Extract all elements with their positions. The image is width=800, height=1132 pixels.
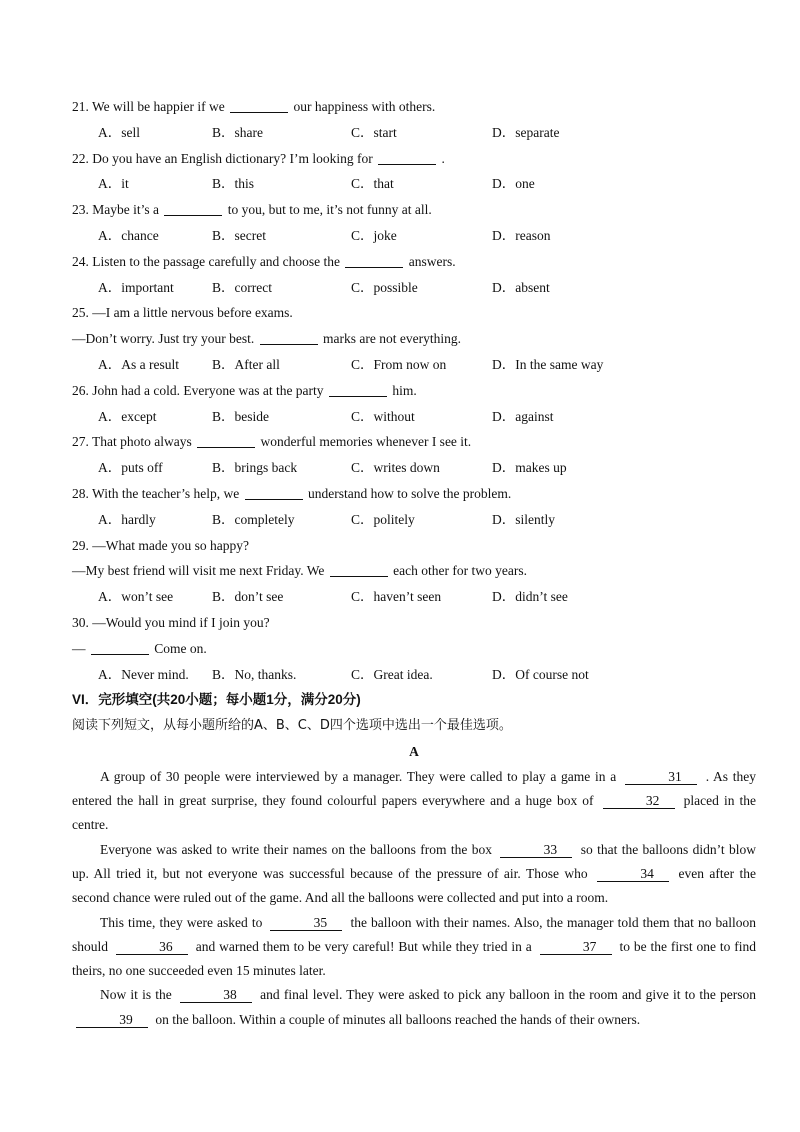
option-a: A．important — [98, 279, 174, 295]
question-stem — [72, 533, 756, 559]
option-a: A．hardly — [98, 511, 156, 527]
question-text-after: our happiness with others. — [293, 99, 436, 114]
question-text: With the teacher’s help, we — [92, 485, 240, 501]
question-stem — [72, 146, 756, 172]
passage-text: even after the second chance were ruled out of the game. And all the balloons were collected and put into a room. — [72, 865, 757, 906]
question-number: 29. — [72, 537, 89, 553]
reply-text: —Don’t worry. Just try your best. — [72, 331, 255, 347]
option-c: C．possible — [351, 279, 418, 295]
passage-text: and final level. They were asked to pick any balloon in the room and give it to the person — [260, 987, 757, 1003]
section-title: VI．完形填空(共20小题；每小题1分，满分20分) — [72, 692, 361, 708]
question-number: 27. — [72, 434, 89, 450]
passage-text: . As they entered the hall in great surprise, they found colourful papers everywhere and a huge box of — [72, 768, 757, 809]
question-stem — [72, 481, 756, 507]
numbered-blank: 38 — [180, 987, 252, 1003]
options-row — [72, 404, 756, 430]
option-b: B．this — [212, 176, 255, 192]
question-number: 28. — [72, 485, 89, 501]
option-a: A．As a result — [98, 356, 179, 372]
option-b: B．brings back — [212, 460, 298, 476]
question-stem — [72, 300, 756, 326]
option-c: C．writes down — [351, 460, 440, 476]
option-b: B．secret — [212, 227, 266, 243]
option-b: B．completely — [212, 511, 295, 527]
passage-text: placed in the centre. — [72, 793, 756, 833]
passage-text: and warned them to be very careful! But while they tried in a — [195, 938, 532, 954]
answer-blank — [345, 253, 403, 268]
option-d: D．reason — [492, 227, 551, 243]
numbered-blank: 34 — [597, 866, 669, 882]
option-a: A．Never mind. — [98, 666, 189, 682]
question-number: 25. — [72, 305, 89, 321]
option-c: C．that — [351, 176, 394, 192]
answer-blank — [260, 330, 318, 345]
option-b: B．don’t see — [212, 589, 284, 605]
question-text-after: answers. — [408, 253, 456, 269]
option-a: A．except — [98, 408, 157, 424]
question-text: —What made you so happy? — [92, 537, 249, 553]
passage-text: This time, they were asked to — [100, 914, 263, 930]
option-c: C．Great idea. — [351, 666, 433, 682]
reply-text: — — [72, 640, 86, 656]
option-d: D．didn’t see — [492, 589, 568, 605]
question-text: That photo always — [92, 434, 192, 450]
option-a: A．chance — [98, 227, 159, 243]
option-c: C．start — [351, 124, 397, 140]
question-number: 21. — [72, 99, 89, 114]
passage-text: A group of 30 people were interviewed by a manager. They were called to play a game in a — [100, 768, 617, 784]
passage-text: so that the balloons didn’t blow up. All tried it, but not everyone was successful because of the pressure of air. Those who — [72, 841, 757, 881]
option-c: C．joke — [351, 227, 397, 243]
options-row — [72, 584, 756, 610]
answer-blank — [91, 640, 149, 655]
option-c: C．haven’t seen — [351, 589, 442, 605]
question-stem — [72, 249, 756, 275]
options-row — [72, 223, 756, 249]
question-text: John had a cold. Everyone was at the party — [92, 382, 324, 398]
question-text: —I am a little nervous before exams. — [92, 305, 293, 321]
reply-text-after: marks are not everything. — [323, 331, 461, 347]
question-stem — [72, 197, 756, 223]
question-number: 24. — [72, 253, 89, 269]
question-number: 26. — [72, 382, 89, 398]
passage-text: Now it is the — [100, 987, 172, 1003]
reply-text-after: each other for two years. — [393, 563, 527, 579]
answer-blank — [230, 98, 288, 113]
exam-page — [72, 94, 756, 1032]
question-stem — [72, 429, 756, 455]
passage-paragraph — [72, 838, 756, 911]
option-c: C．politely — [351, 511, 415, 527]
option-a: A．won’t see — [98, 589, 174, 605]
numbered-blank: 36 — [116, 939, 188, 955]
question-text-after: wonderful memories whenever I see it. — [260, 434, 472, 450]
question-text: Maybe it’s a — [92, 202, 159, 218]
passage-paragraph — [72, 983, 756, 1032]
question-text-after: him. — [392, 382, 417, 398]
option-d: D．one — [492, 176, 535, 192]
option-d: D．absent — [492, 279, 550, 295]
numbered-blank: 33 — [500, 842, 572, 858]
reply-text: —My best friend will visit me next Friday. We — [72, 563, 325, 579]
options-row — [72, 275, 756, 301]
options-row — [72, 455, 756, 481]
dialogue-reply — [72, 326, 756, 352]
passage-text: the balloon with their names. Also, the manager told them that no balloon should — [72, 914, 757, 954]
question-text: —Would you mind if I join you? — [92, 614, 270, 630]
option-d: D．Of course not — [492, 666, 589, 682]
question-text: Listen to the passage carefully and choose the — [92, 253, 341, 269]
option-d: D．makes up — [492, 460, 567, 476]
answer-blank — [378, 150, 436, 165]
dialogue-reply — [72, 558, 756, 584]
option-d: D．In the same way — [492, 356, 604, 372]
options-row — [72, 662, 756, 688]
answer-blank — [164, 201, 222, 216]
answer-blank — [197, 433, 255, 448]
question-text: Do you have an English dictionary? I’m looking for — [92, 150, 373, 166]
question-text-after: understand how to solve the problem. — [308, 485, 512, 501]
passage-text: to be the first one to find theirs, no one succeeded even 15 minutes later. — [72, 938, 757, 979]
answer-blank — [329, 382, 387, 397]
option-d: D．against — [492, 408, 554, 424]
option-a: A．sell — [98, 124, 140, 140]
answer-blank — [330, 562, 388, 577]
options-row — [72, 352, 756, 378]
options-row — [72, 120, 756, 146]
question-number: 22. — [72, 150, 89, 166]
passage-paragraph — [72, 911, 756, 984]
option-d: D．separate — [492, 124, 560, 140]
passage-paragraph — [72, 765, 756, 838]
passage-text: on the balloon. Within a couple of minutes all balloons reached the hands of their owners. — [155, 1011, 641, 1027]
numbered-blank: 37 — [540, 939, 612, 955]
question-text-after: to you, but to me, it’s not funny at all. — [227, 202, 432, 218]
option-b: B．No, thanks. — [212, 666, 297, 682]
reply-text-after: Come on. — [154, 640, 207, 656]
question-stem — [72, 378, 756, 404]
question-stem — [72, 94, 756, 120]
option-d: D．silently — [492, 511, 555, 527]
passage-text: Everyone was asked to write their names on the balloons from the box — [100, 841, 492, 857]
options-row — [72, 171, 756, 197]
option-b: B．correct — [212, 279, 272, 295]
answer-blank — [245, 485, 303, 500]
numbered-blank: 35 — [270, 915, 342, 931]
passage-label: A — [409, 743, 419, 759]
option-b: B．beside — [212, 408, 269, 424]
numbered-blank: 39 — [76, 1012, 148, 1028]
option-b: B．After all — [212, 356, 280, 372]
option-b: B．share — [212, 124, 263, 140]
numbered-blank: 32 — [603, 793, 675, 809]
option-a: A．puts off — [98, 460, 163, 476]
option-c: C．From now on — [351, 356, 447, 372]
question-stem — [72, 610, 756, 636]
dialogue-reply — [72, 636, 756, 662]
section-instruction: 阅读下列短文，从每小题所给的A、B、C、D四个选项中选出一个最佳选项。 — [72, 718, 512, 734]
question-text-after: . — [441, 150, 445, 166]
question-number: 30. — [72, 614, 89, 630]
option-c: C．without — [351, 408, 415, 424]
question-number: 23. — [72, 202, 89, 218]
option-a: A．it — [98, 176, 129, 192]
question-text: We will be happier if we — [92, 99, 225, 114]
numbered-blank: 31 — [625, 769, 697, 785]
options-row — [72, 507, 756, 533]
